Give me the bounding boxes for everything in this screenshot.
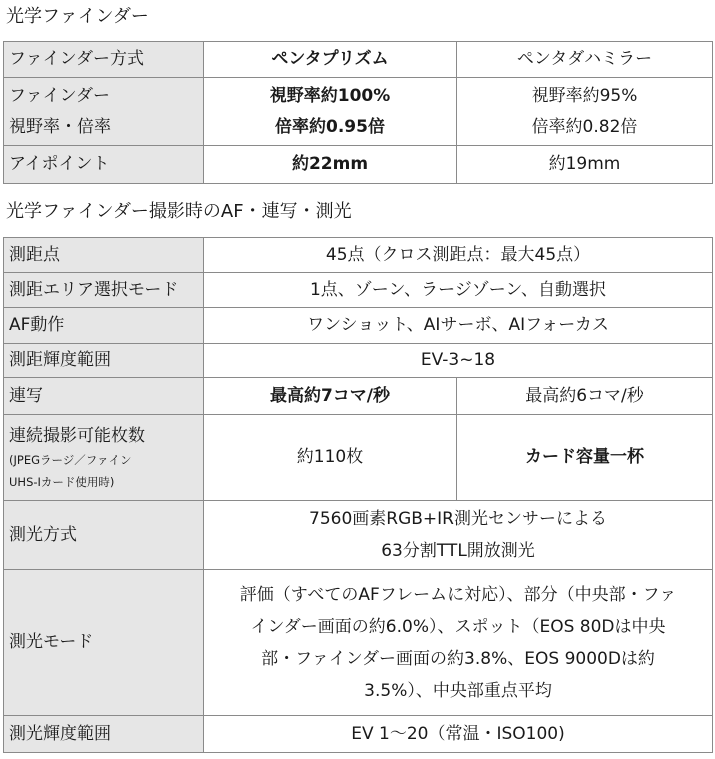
- value-line: 倍率約0.82倍: [531, 116, 638, 137]
- cell-continuous-col2: 最高約6コマ/秒: [457, 378, 713, 415]
- table-row: [4, 238, 713, 273]
- cell-max-burst-col1: 約110枚: [204, 415, 457, 501]
- cell-metering-mode: [204, 570, 713, 716]
- row-label-af-area-mode: 測距エリア選択モード: [4, 273, 204, 308]
- cell-eyepoint-col2: 約19mm: [457, 146, 713, 184]
- cell-coverage-col2: [457, 78, 713, 146]
- row-label-finder-type: ファインダー方式: [4, 42, 204, 78]
- row-label-metering-mode: 測光モード: [4, 570, 204, 716]
- row-label-af-brightness-range: 測距輝度範囲: [4, 344, 204, 378]
- af-drive-metering-table: [3, 237, 713, 753]
- table-row: [4, 273, 713, 308]
- label-line: ファインダー: [9, 85, 110, 106]
- row-label-continuous-shooting: 連写: [4, 378, 204, 415]
- cell-af-brightness-range: EV-3~18: [204, 344, 713, 378]
- value-line: インダー画面の約6.0%）、スポット（EOS 80Dは中央: [250, 616, 666, 637]
- row-label-metering-brightness-range: 測光輝度範囲: [4, 716, 204, 753]
- value-line: 7560画素RGB+IR測光センサーによる: [309, 509, 607, 529]
- table-row: [4, 570, 713, 716]
- cell-af-points: 45点（クロス測距点：最大45点）: [204, 238, 713, 273]
- section-title-optical-finder: 光学ファインダー: [6, 6, 149, 27]
- value-line: 部・ファインダー画面の約3.8%、EOS 9000Dは約: [261, 648, 655, 669]
- row-label-max-burst: [4, 415, 204, 501]
- section-title-af-drive-metering: 光学ファインダー撮影時のAF・連写・測光: [6, 201, 352, 222]
- row-label-metering-method: 測光方式: [4, 501, 204, 570]
- row-label-af-points: 測距点: [4, 238, 204, 273]
- cell-continuous-col1: 最高約7コマ/秒: [204, 378, 457, 415]
- cell-metering-method: [204, 501, 713, 570]
- value-line: 63分割TTL開放測光: [381, 541, 535, 561]
- value-line: 倍率約0.95倍: [275, 116, 385, 137]
- table-row: [4, 415, 713, 501]
- table-row: [4, 146, 713, 184]
- row-label-af-operation: AF動作: [4, 308, 204, 344]
- row-label-finder-coverage: [4, 78, 204, 146]
- cell-finder-type-col1: ペンタプリズム: [204, 42, 457, 78]
- table-row: [4, 501, 713, 570]
- value-line: 視野率約100%: [269, 85, 391, 106]
- row-label-eyepoint: アイポイント: [4, 146, 204, 184]
- table-row: [4, 344, 713, 378]
- cell-max-burst-col2: カード容量一杯: [457, 415, 713, 501]
- label-note-line: (JPEGラージ／ファイン: [9, 452, 132, 467]
- table-row: [4, 308, 713, 344]
- value-line: 3.5%）、中央部重点平均: [364, 680, 552, 701]
- table-row: [4, 78, 713, 146]
- label-line: 連続撮影可能枚数: [9, 425, 145, 446]
- cell-finder-type-col2: ペンタダハミラー: [457, 42, 713, 78]
- cell-eyepoint-col1: 約22mm: [204, 146, 457, 184]
- cell-metering-brightness-range: EV 1～20（常温・ISO100): [204, 716, 713, 753]
- table-row: [4, 716, 713, 753]
- optical-finder-table: [3, 41, 713, 184]
- label-note-line: UHS-Iカード使用時): [9, 474, 115, 489]
- table-row: [4, 42, 713, 78]
- cell-coverage-col1: [204, 78, 457, 146]
- cell-af-operation: ワンショット、AIサーボ、AIフォーカス: [204, 308, 713, 344]
- cell-af-area-mode: 1点、ゾーン、ラージゾーン、自動選択: [204, 273, 713, 308]
- label-line: 視野率・倍率: [9, 116, 111, 137]
- value-line: 視野率約95%: [531, 85, 638, 106]
- table-row: [4, 378, 713, 415]
- value-line: 評価（すべてのAFフレームに対応）、部分（中央部・ファ: [239, 584, 677, 605]
